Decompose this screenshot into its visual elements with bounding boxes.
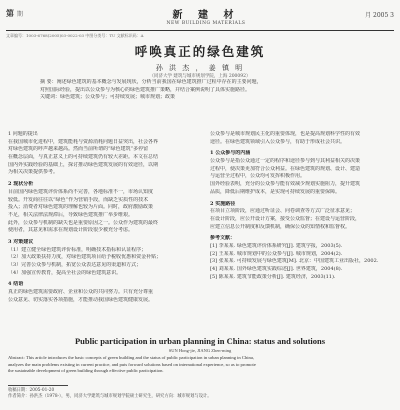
section-heading: 1 公众参与的内涵 xyxy=(210,150,251,157)
received-date: 收稿日期：2005-01-20 xyxy=(8,388,55,393)
body-text-line: 使用者，其意见和需求在规划设计阶段很少被充分考虑。 xyxy=(8,227,134,234)
body-text-line: 与运营全过程中，公众均可发挥积极作用。 xyxy=(210,173,306,180)
journal-name-en: NEW BUILDING MATERIALS xyxy=(166,21,246,26)
body-text-line: 为相关决策提供参考。 xyxy=(8,169,59,176)
body-text-line: （2）加大政策扶持力度，对绿色建筑项目给予税收优惠和资金补贴； xyxy=(8,254,162,261)
english-title: Public participation in urban planning in China: status and solutions xyxy=(74,336,326,346)
body-text-line: 公众参与是城市规划民主化的重要体现，也是提高规划科学性的有效 xyxy=(210,131,361,137)
body-text-line: 公众参与是指公众通过一定的程序和途径参与到与其利益相关的决策 xyxy=(210,158,361,165)
body-column-left xyxy=(8,131,192,304)
keywords-line: 关键词：绿色建筑；公众参与；可持续发展；城市规划；政策 xyxy=(40,94,176,101)
english-authors: SUN Hong-jie, JIANG Zhen-ming xyxy=(168,348,232,353)
english-abstract xyxy=(8,355,392,375)
header-rule xyxy=(6,30,394,31)
body-text-line: 在我国城市化进程中，建筑能耗与资源消耗问题日益突出，社会各界 xyxy=(8,138,159,145)
body-text-line: 投入；消费者对绿色建筑的理解也较为片面。同时，政府激励政策 xyxy=(8,204,154,211)
body-text-line: [5] 陈某某. 建筑节能政策分析[J]. 建筑经济，2003(11). xyxy=(210,273,336,280)
body-text-line: 在概念层面，与真正意义上的可持续建筑仍有较大差距。本文在总结 xyxy=(8,154,159,161)
body-text-line: 途径。在绿色建筑领域引入公众参与，有助于形成社会共识。 xyxy=(210,138,346,145)
article-meta: 文章编号：1003-6768(2005)03-0022-03 中图分类号：TU 文献标识码：A xyxy=(6,33,144,38)
body-text-line: 较低。开发商往往以“绿色”作为营销手段，而缺乏实质性的技术 xyxy=(8,196,149,203)
section-heading: 3 对策建议 xyxy=(8,238,34,245)
body-text-line: [2] 王某某. 城市规划中的公众参与[J]. 城市规划，2004(2). xyxy=(210,250,343,257)
body-text-line: 国内外实践经验的基础上，探讨推动绿色建筑发展的有效途径，以期 xyxy=(8,161,159,168)
author-bio: 作者简介：孙洪杰（1978-），男，同济大学建筑与城市规划学院硕士研究生，研究方向：城市规划与设计。 xyxy=(8,393,212,399)
body-text-line: 在项目立项阶段，应通过听证会、问卷调查等方式广泛征求意见； xyxy=(210,208,356,215)
journal-masthead xyxy=(166,6,246,26)
author-affiliation: （同济大学 建筑与城市规划学院，上海 200092） xyxy=(149,74,251,79)
body-text-line: 真正的绿色建筑需要政府、企业和公众的共同努力。只有充分尊重 xyxy=(8,289,154,296)
english-abstract-line: Abstract: This article introduces the basic concepts of green building and the status of public participation in urban planning in China, xyxy=(8,355,255,360)
body-text-line: 品质，降低后期维护成本，是实现可持续发展的重要保障。 xyxy=(210,188,341,195)
article-title: 呼唤真正的绿色建筑 xyxy=(134,44,266,59)
footnote xyxy=(8,388,392,400)
page-header xyxy=(6,4,394,30)
section-heading: 2 实施路径 xyxy=(210,200,236,207)
english-abstract-line: the sustainable development of green building through effective public participation. xyxy=(8,368,164,374)
body-text-line: [3] 张某某. 可持续发展与绿色建筑[M]. 北京：中国建筑工业出版社，2002. xyxy=(210,258,379,265)
body-text-line: （3）完善公众参与机制，拓宽公众表达意见的渠道和方式； xyxy=(8,262,142,268)
body-text-line: 国外经验表明，充分的公众参与能有效减少规划实施阻力，提升建筑 xyxy=(210,181,361,188)
body-text-line: 过程中，使决策更加符合公众利益。在绿色建筑的规划、设计、建造 xyxy=(210,165,361,172)
body-text-line: 在设计阶段，应公开设计方案，接受公众监督；在建设与运营阶段， xyxy=(210,215,361,222)
footnote-rule xyxy=(8,385,68,386)
issue-date: 月 2005 3 xyxy=(365,12,394,19)
journal-name: 新 建 材 xyxy=(172,10,240,21)
body-text-line: （4）加强宣传教育，提高全社会的绿色建筑意识。 xyxy=(8,269,122,276)
body-text-line: [4] 刘某某. 国外绿色建筑实践综述[J]. 世界建筑，2004(8). xyxy=(210,266,343,272)
issue-label-suffix: 期 xyxy=(16,11,23,18)
body-text-line: 目前国内绿色建筑评价体系尚不完善，各地标准不一，市场认知度 xyxy=(8,188,154,195)
body-text-line: （1）建立健全绿色建筑评价标准，明确技术指标和认证程序； xyxy=(8,246,147,253)
section-heading: 参考文献： xyxy=(210,235,236,242)
article-authors: 孙 洪 杰 ， 姜 镇 明 xyxy=(155,64,245,72)
body-text-line: 1 问题的提出 xyxy=(8,131,38,137)
body-text-line: 应建立信息公开制度和反馈机制，确保公众的知情权和监督权。 xyxy=(210,223,351,230)
body-text-line: 公众意见、切实落实各项措施，才能推动我国绿色建筑健康发展。 xyxy=(8,296,154,303)
issue-label xyxy=(6,8,23,19)
abstract xyxy=(40,79,362,102)
abstract-line: 摘 要：阐述绿色建筑的基本概念与发展现状，分析当前我国在绿色建筑推广过程中存在的主要问题， xyxy=(40,79,262,85)
body-column-right xyxy=(210,131,394,281)
body-text-line: 此外，公众参与机制的缺失也是重要原因之一。公众作为建筑的最终 xyxy=(8,219,159,226)
body-text-line: 不足，相关法律法规滞后，导致绿色建筑推广举步维艰。 xyxy=(8,211,134,218)
english-abstract-line: analyzes the main problems existing in current practice, and puts forward solutions based on international experience, so as to promote xyxy=(8,361,256,367)
abstract-line: 对照国际经验，提出以公众参与为核心的绿色建筑推广策略，并结合案例说明了具体实施路径。 xyxy=(40,86,251,93)
section-heading: 4 结语 xyxy=(8,281,24,288)
issue-label-prefix: 第 xyxy=(6,8,15,18)
section-heading: 2 现状分析 xyxy=(8,181,34,188)
body-text-line: 对绿色建筑的呼声越来越高。然而当前所谓的“绿色建筑”多停留 xyxy=(8,146,149,153)
body-text-line: [1] 李某某. 绿色建筑评价体系研究[J]. 建筑学报，2003(5). xyxy=(210,242,343,249)
